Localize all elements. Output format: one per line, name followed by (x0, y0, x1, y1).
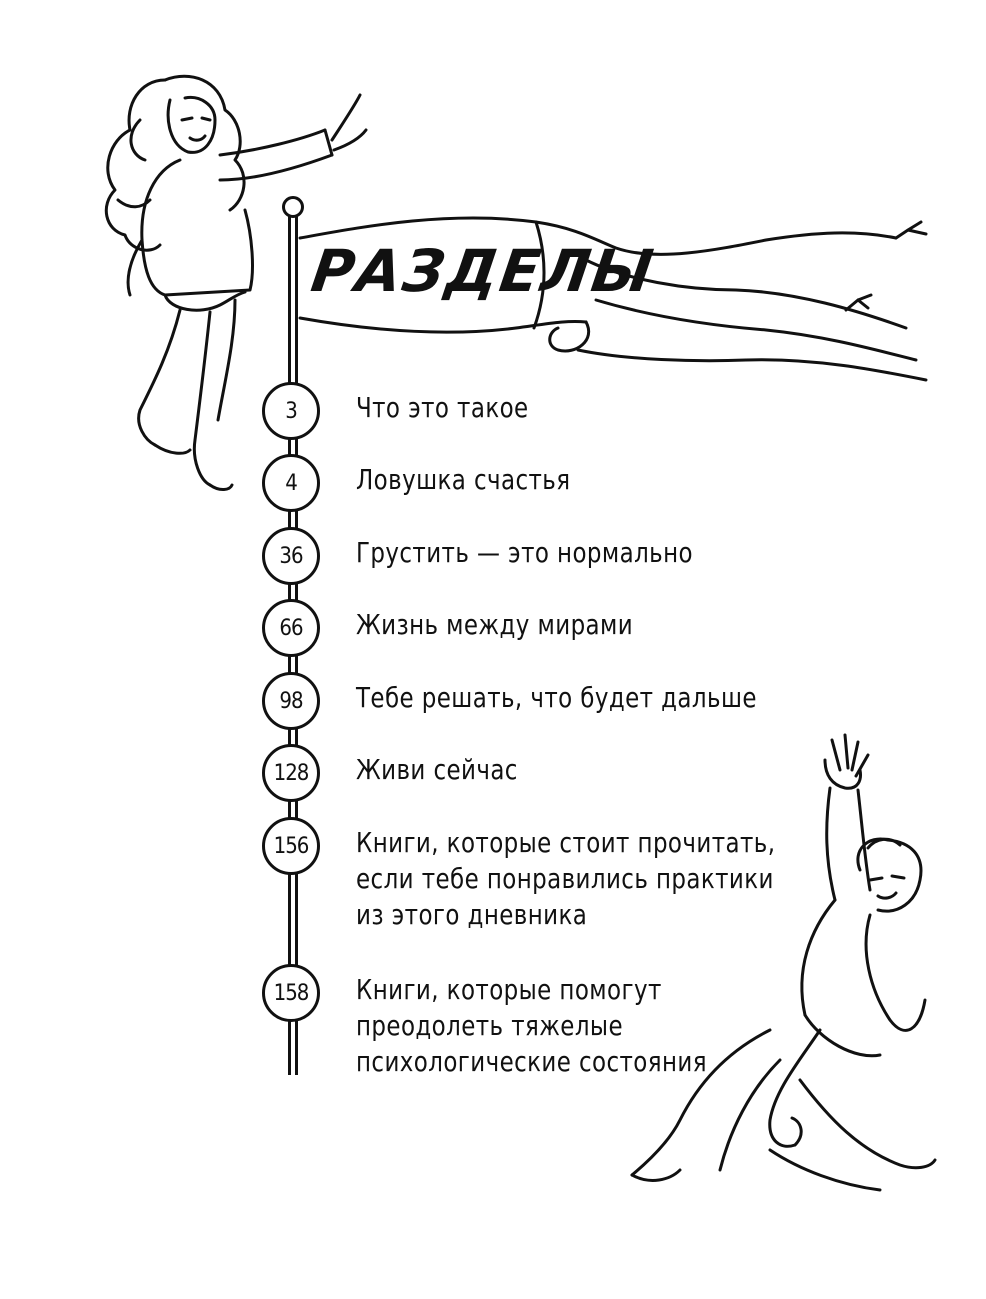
section-title: Что это такое (356, 391, 529, 424)
page-number-badge: 36 (262, 527, 320, 585)
toc-item (262, 607, 802, 657)
page-number-badge: 128 (262, 744, 320, 802)
section-title: Живи сейчас (356, 753, 518, 786)
page-number-badge: 156 (262, 817, 320, 875)
boy-illustration (620, 730, 940, 1210)
section-title: Книги, которые стоит прочитать, если тебе понравились практики из этого дневника (356, 826, 776, 931)
section-title: Ловушка счастья (356, 463, 571, 496)
page-number-badge: 3 (262, 382, 320, 440)
page-number-badge: 66 (262, 599, 320, 657)
section-title: Грустить — это нормально (356, 536, 694, 569)
page-number-badge: 98 (262, 672, 320, 730)
section-title: Жизнь между мирами (356, 608, 634, 641)
toc-item (262, 390, 802, 440)
section-title: Книги, которые помогут преодолеть тяжелые психологические состояния (356, 973, 707, 1078)
page-number-badge: 4 (262, 454, 320, 512)
section-title: Тебе решать, что будет дальше (356, 681, 757, 714)
toc-item (262, 680, 802, 730)
page-heading: РАЗДЕЛЫ (307, 237, 659, 305)
toc-item (262, 535, 802, 585)
page-number-badge: 158 (262, 964, 320, 1022)
toc-item (262, 462, 802, 512)
